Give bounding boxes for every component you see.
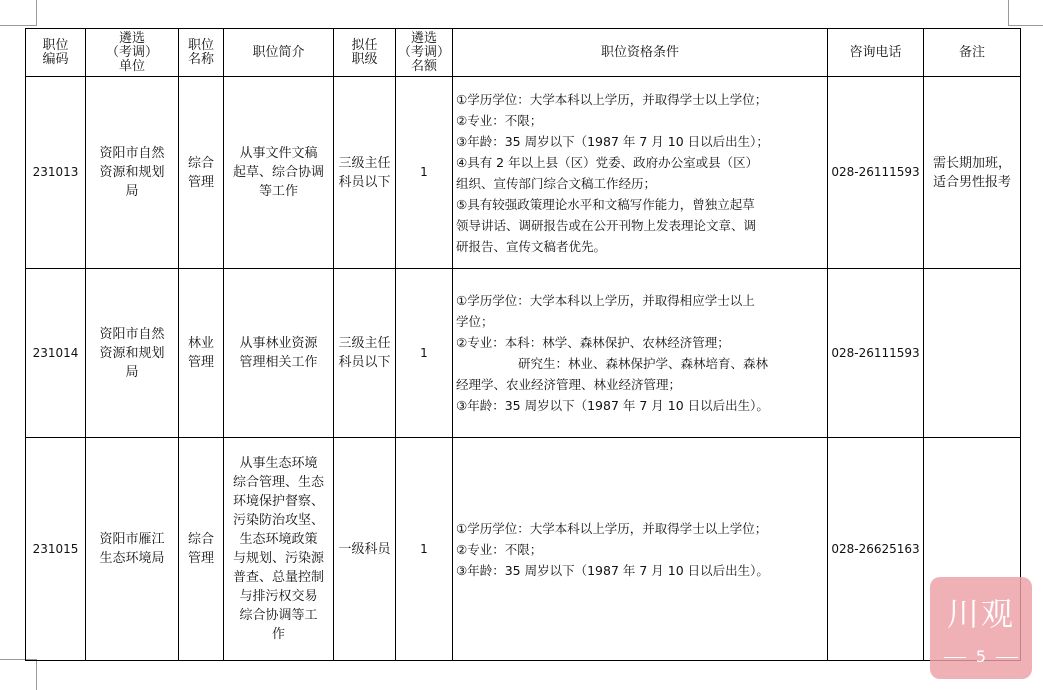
- position-name: [179, 77, 224, 269]
- cell-line: 综合: [187, 155, 214, 171]
- requirement-line: 研究生：林业、森林保护学、森林培育、森林: [518, 356, 769, 371]
- crop-mark-top-right: [1008, 25, 1043, 26]
- contact-phone: 028-26625163: [828, 438, 924, 661]
- cell-line: 局: [125, 184, 139, 199]
- cell-line: 林业: [187, 336, 214, 351]
- cell-line: 从事文件文稿: [239, 146, 318, 161]
- page-number: [930, 647, 1032, 667]
- cell-line: 资阳市雁江: [99, 532, 165, 547]
- cell-line: 普查、总量控制: [232, 570, 324, 585]
- crop-mark-top-left: [36, 0, 37, 26]
- page-number-text: 5: [975, 647, 987, 666]
- cell-line: 科员以下: [338, 355, 391, 370]
- cell-line: 污染防治攻坚、: [232, 513, 324, 528]
- position-code: 231013: [26, 77, 86, 269]
- cell-line: 遴选: [118, 30, 145, 46]
- crop-mark-bottom-left: [36, 659, 37, 690]
- header-intro: [224, 29, 334, 77]
- position-count: 1: [396, 269, 453, 438]
- cell-line: 作: [271, 627, 285, 642]
- header-row: [26, 29, 1021, 77]
- position-code: 231015: [26, 438, 86, 661]
- cell-line: 资源和规划: [99, 345, 165, 361]
- position-code: 231014: [26, 269, 86, 438]
- header-count: [396, 29, 453, 77]
- position-level: [334, 269, 396, 438]
- cell-line: 起草、综合协调: [232, 165, 324, 180]
- cell-line: 职位简介: [252, 44, 305, 60]
- cell-line: 备注: [958, 44, 985, 60]
- cell-line: （考调）: [397, 44, 450, 60]
- table-row: [26, 438, 1021, 661]
- cell-line: 等工作: [258, 184, 298, 199]
- position-intro: [224, 438, 334, 661]
- cell-line: 综合: [187, 532, 214, 547]
- cell-line: 拟任: [351, 37, 378, 53]
- header-name: [179, 29, 224, 77]
- cell-line: 综合管理、生态: [232, 475, 324, 490]
- requirement-line: ③年龄：35 周岁以下（1987 年 7 月 10 日以后出生）。: [456, 398, 769, 413]
- cell-line: 资源和规划: [99, 165, 165, 180]
- position-requirements: [453, 438, 828, 661]
- cell-line: 科员以下: [338, 174, 391, 190]
- cell-line: （考调）: [105, 44, 158, 60]
- cell-line: 管理: [187, 551, 214, 566]
- page-number-rule: [996, 657, 1018, 658]
- cell-line: 需长期加班，: [932, 155, 1011, 171]
- cell-line: 一级科员: [338, 541, 391, 557]
- cell-line: 职级: [351, 51, 378, 67]
- crop-mark-top-right: [1008, 0, 1009, 26]
- cell-line: 与规划、污染源: [232, 551, 324, 566]
- cell-line: 从事生态环境: [239, 456, 318, 471]
- position-requirements: [453, 77, 828, 269]
- page-number-rule: [944, 657, 966, 658]
- position-level: [334, 77, 396, 269]
- cell-line: 职位资格条件: [600, 44, 679, 60]
- position-table: [25, 28, 1021, 661]
- requirement-line: ①学历学位：大学本科以上学历，并取得学士以上学位；: [456, 91, 768, 107]
- requirement-line: ②专业：本科：林学、森林保护、农林经济管理；: [456, 335, 730, 350]
- position-name: [179, 438, 224, 661]
- requirement-line: ③年龄：35 周岁以下（1987 年 7 月 10 日以后出生）；: [456, 133, 769, 149]
- requirement-line: ③年龄：35 周岁以下（1987 年 7 月 10 日以后出生）。: [456, 562, 769, 578]
- cell-line: 管理: [187, 174, 214, 190]
- position-intro: [224, 77, 334, 269]
- cell-line: 资阳市自然: [99, 326, 165, 342]
- contact-phone: 028-26111593: [828, 77, 924, 269]
- cell-line: 适合男性报考: [932, 174, 1011, 190]
- recruiting-unit: [86, 438, 179, 661]
- position-count: 1: [396, 77, 453, 269]
- requirement-line: ②专业：不限；: [456, 112, 543, 128]
- requirement-line: ②专业：不限；: [456, 541, 543, 557]
- watermark-text: 川观: [946, 595, 1015, 633]
- table-row: [26, 269, 1021, 438]
- cell-line: 生态环境局: [99, 551, 165, 566]
- cell-line: 职位: [187, 37, 214, 53]
- cell-line: 资阳市自然: [99, 146, 165, 161]
- requirement-line: ①学历学位：大学本科以上学历，并取得学士以上学位；: [456, 520, 768, 536]
- position-level: [334, 438, 396, 661]
- requirement-line: 领导讲话、调研报告或在公开刊物上发表理论文章、调: [456, 217, 757, 233]
- cell-line: 职位: [42, 37, 69, 53]
- cell-line: 编码: [42, 51, 69, 67]
- cell-line: 三级主任: [338, 155, 391, 171]
- header-unit: [86, 29, 179, 77]
- position-remarks: [924, 77, 1021, 269]
- requirement-line: 学位；: [456, 314, 494, 329]
- position-requirements: [453, 269, 828, 438]
- position-intro: [224, 269, 334, 438]
- header-level: [334, 29, 396, 77]
- cell-line: 遴选: [410, 30, 437, 46]
- requirement-line: ①学历学位：大学本科以上学历，并取得相应学士以上: [456, 293, 755, 308]
- cell-line: 名额: [410, 58, 437, 74]
- cell-line: 管理相关工作: [239, 355, 318, 370]
- requirement-line: 研报告、宣传文稿者优先。: [456, 238, 607, 254]
- position-name: [179, 269, 224, 438]
- position-count: 1: [396, 438, 453, 661]
- cell-line: 管理: [187, 355, 214, 370]
- contact-phone: 028-26111593: [828, 269, 924, 438]
- position-remarks: [924, 269, 1021, 438]
- header-phone: [828, 29, 924, 77]
- requirement-line: 经理学、农业经济管理、林业经济管理；: [456, 377, 682, 392]
- cell-line: 咨询电话: [849, 44, 902, 60]
- cell-line: 局: [125, 364, 139, 380]
- table-row: [26, 77, 1021, 269]
- cell-line: 三级主任: [338, 336, 391, 351]
- cell-line: 生态环境政策: [239, 532, 318, 547]
- cell-line: 从事林业资源: [239, 336, 318, 351]
- header-requirements: [453, 29, 828, 77]
- recruiting-unit: [86, 77, 179, 269]
- cell-line: 环境保护督察、: [232, 494, 324, 509]
- cell-line: 单位: [118, 58, 145, 74]
- requirement-line: ⑤具有较强政策理论水平和文稿写作能力，曾独立起草: [456, 196, 755, 212]
- cell-line: 名称: [187, 51, 214, 67]
- header-remarks: [924, 29, 1021, 77]
- crop-mark-top-left: [0, 25, 37, 26]
- watermark-logo: [930, 577, 1032, 679]
- header-code: [26, 29, 86, 77]
- cell-line: 与排污权交易: [239, 589, 318, 604]
- requirement-line: ④具有 2 年以上县（区）党委、政府办公室或县（区）: [456, 154, 759, 170]
- recruiting-unit: [86, 269, 179, 438]
- cell-line: 综合协调等工: [239, 608, 318, 623]
- requirement-line: 组织、宣传部门综合文稿工作经历；: [456, 175, 657, 191]
